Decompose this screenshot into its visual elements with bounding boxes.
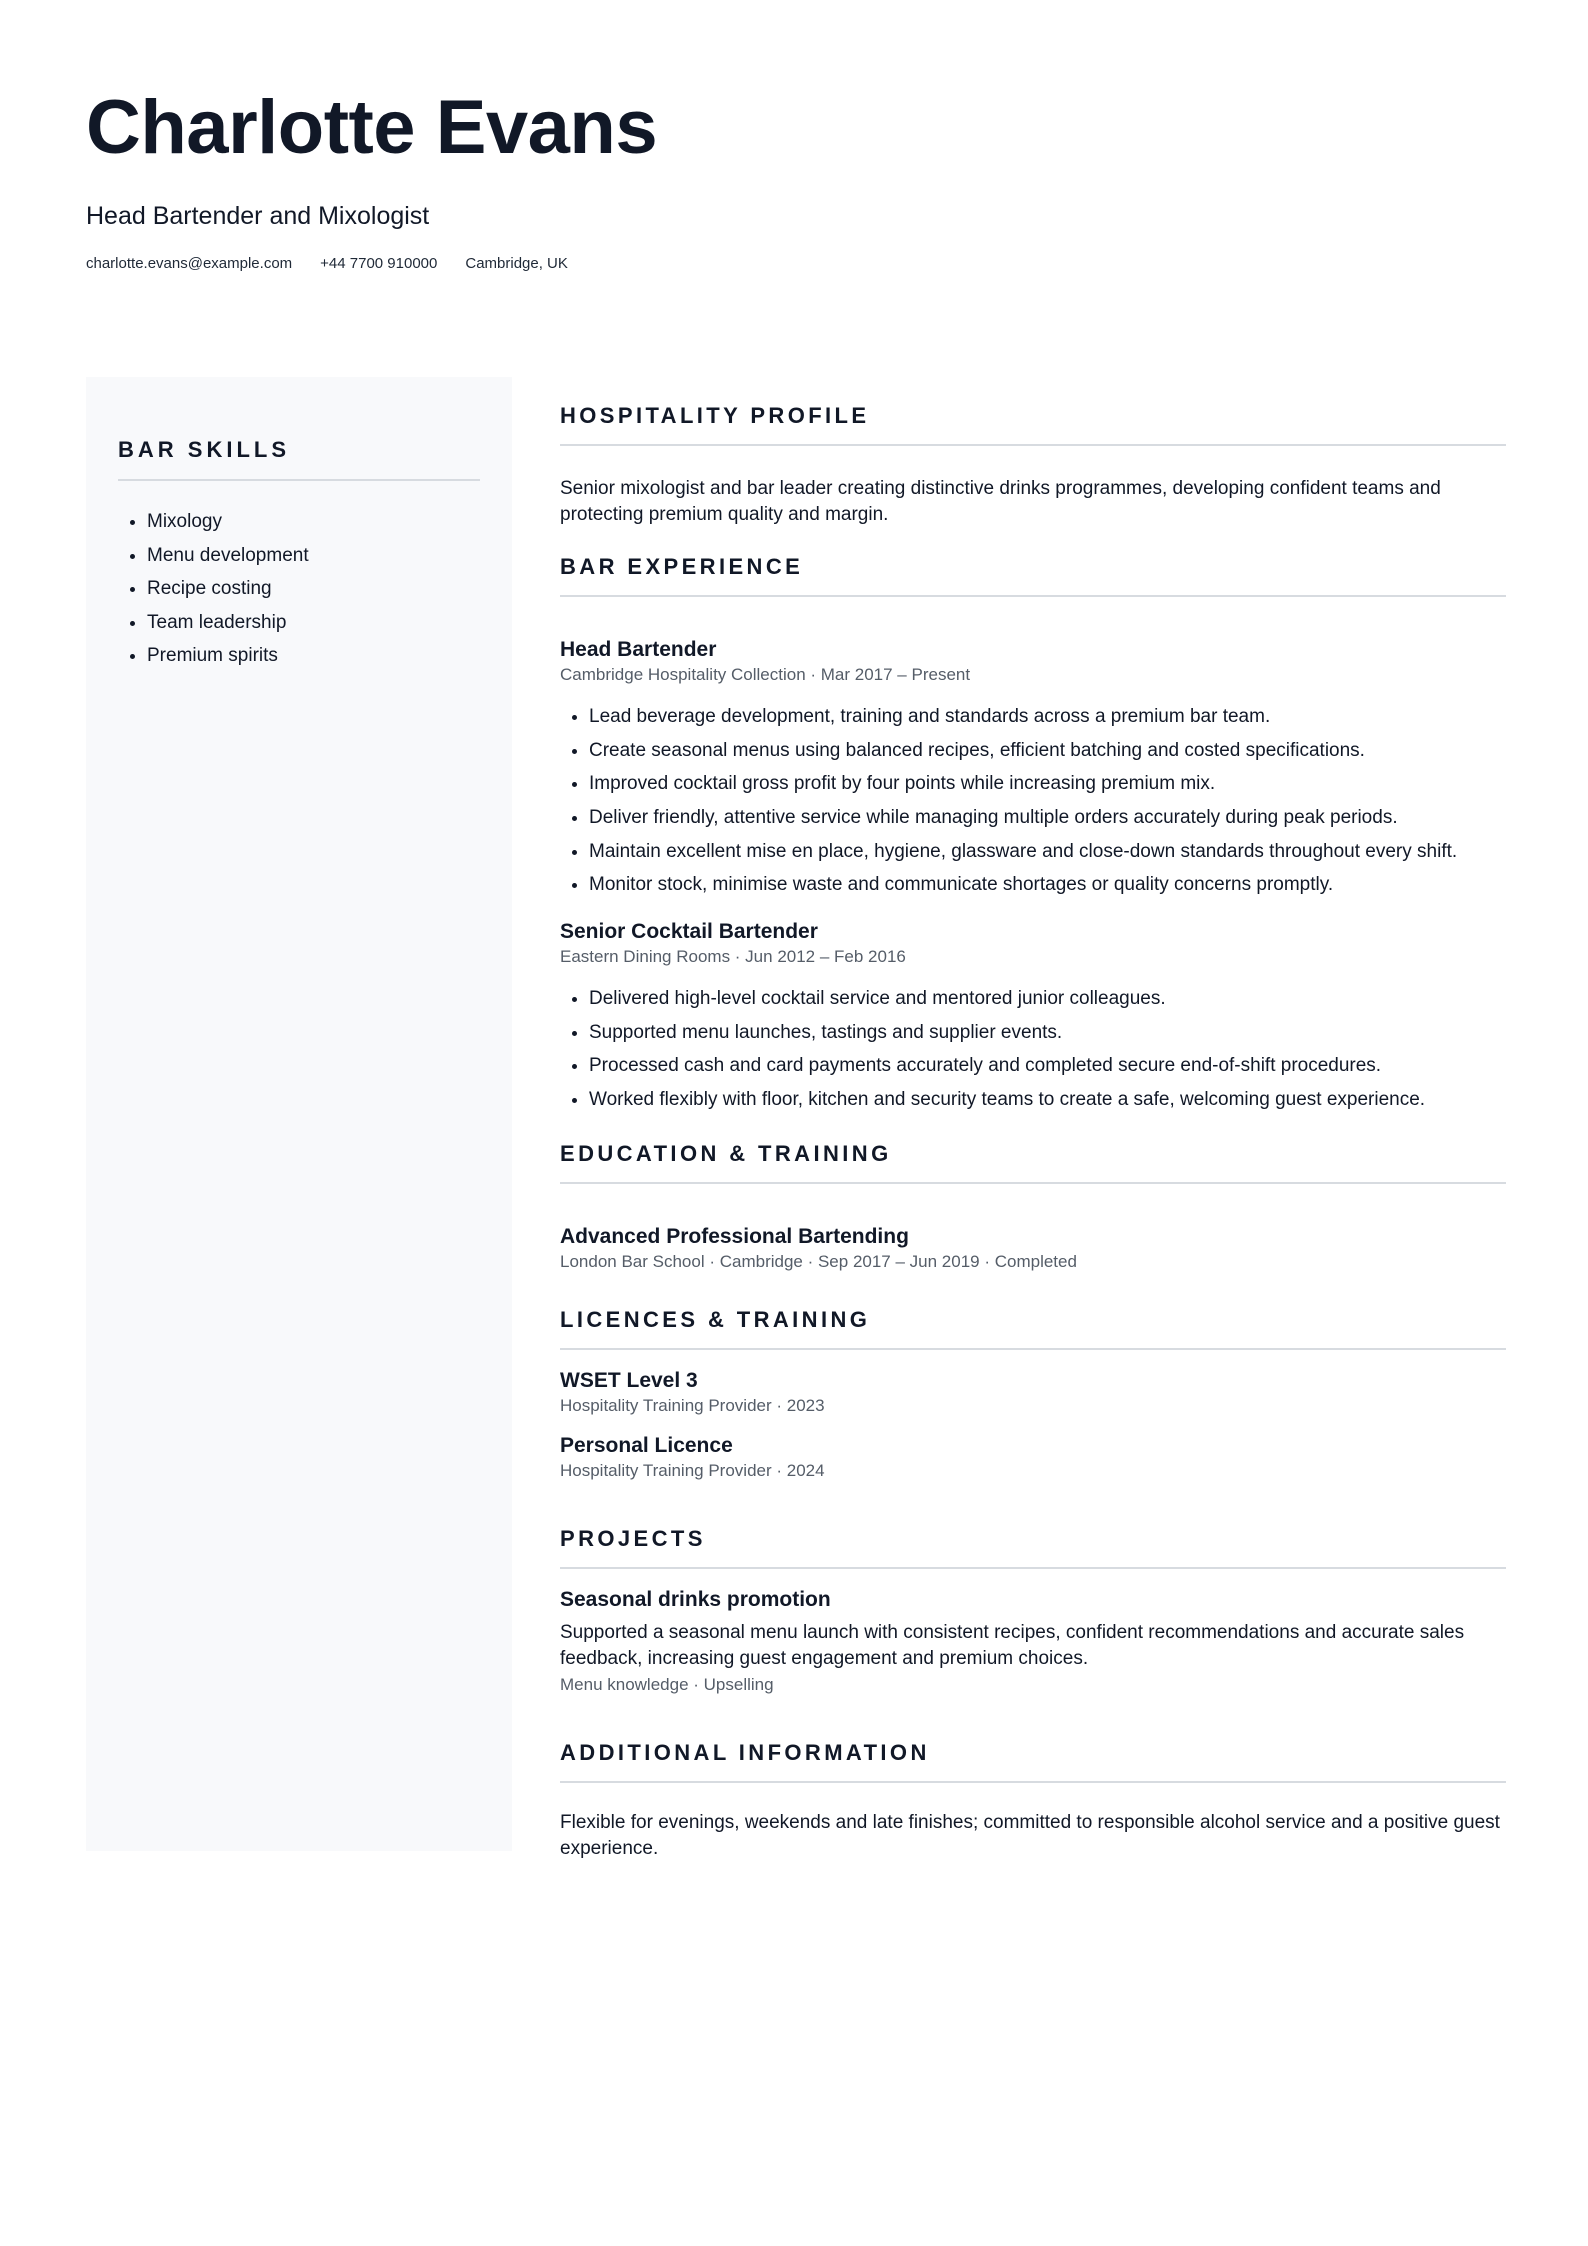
contact-row [86,255,1506,272]
skill-item: • Menu development [147,539,480,573]
job-meta: Cambridge Hospitality Collection · Mar 2017 – Present [560,665,971,685]
job-entry [560,637,1506,902]
additional-heading: ADDITIONAL INFORMATION [560,1740,1506,1783]
profile-text: Senior mixologist and bar leader creating distinctive drinks programmes, developing confident teams and protecting premium quality and margin. [560,478,1441,525]
experience-section [560,554,1506,1117]
licences-heading: LICENCES & TRAINING [560,1307,1506,1350]
job-bullet: • Supported menu launches, tastings and supplier events. [589,1016,1506,1050]
licence-entry [560,1433,1506,1482]
candidate-name: Charlotte Evans [86,85,658,170]
additional-text: Flexible for evenings, weekends and late finishes; committed to responsible alcohol service and a positive guest experience. [560,1811,1500,1859]
projects-section [560,1526,1506,1695]
education-heading: EDUCATION & TRAINING [560,1141,1506,1184]
licence-meta: Hospitality Training Provider · 2023 [560,1395,825,1415]
licence-title: WSET Level 3 [560,1368,698,1392]
job-title: Senior Cocktail Bartender [560,919,818,943]
skill-item: • Premium spirits [147,639,480,673]
licences-section [560,1307,1506,1483]
job-bullet: • Monitor stock, minimise waste and communicate shortages or quality concerns promptly. [589,868,1506,902]
job-meta: Eastern Dining Rooms · Jun 2012 – Feb 2016 [560,947,906,967]
education-meta: London Bar School · Cambridge · Sep 2017 – Jun 2019 · Completed [560,1251,1077,1271]
licence-entry [560,1368,1506,1417]
job-bullets [560,700,1506,902]
skills-sidebar [86,377,512,1851]
main-column [560,403,1506,1862]
skill-item: • Recipe costing [147,572,480,606]
contact-location: Cambridge, UK [465,255,568,272]
project-tags: Menu knowledge · Upselling [560,1674,774,1694]
job-bullet: • Lead beverage development, training and standards across a premium bar team. [589,700,1506,734]
contact-email: charlotte.evans@example.com [86,255,293,272]
skills-heading: BAR SKILLS [118,437,480,481]
job-bullet: • Processed cash and card payments accurately and completed secure end-of-shift procedures. [589,1049,1506,1083]
job-bullet: • Maintain excellent mise en place, hygiene, glassware and close-down standards throughout every shift. [589,835,1506,869]
profile-heading: HOSPITALITY PROFILE [560,403,1506,446]
profile-section [560,403,1506,528]
education-title: Advanced Professional Bartending [560,1224,909,1248]
job-bullets [560,982,1506,1116]
additional-section [560,1740,1506,1862]
project-entry [560,1587,1506,1695]
job-title: Head Bartender [560,638,717,661]
licence-meta: Hospitality Training Provider · 2024 [560,1461,825,1481]
candidate-title: Head Bartender and Mixologist [86,202,430,230]
projects-heading: PROJECTS [560,1526,1506,1569]
licence-title: Personal Licence [560,1434,733,1458]
job-bullet: • Improved cocktail gross profit by four points while increasing premium mix. [589,767,1506,801]
education-entry [560,1224,1506,1273]
job-entry [560,919,1506,1117]
education-section [560,1141,1506,1273]
experience-heading: BAR EXPERIENCE [560,554,1506,597]
job-bullet: • Delivered high-level cocktail service and mentored junior colleagues. [589,982,1506,1016]
skill-item: • Team leadership [147,606,480,640]
resume-header [86,85,1506,272]
project-description: Supported a seasonal menu launch with consistent recipes, confident recommendations and accurate sales feedback, increasing guest engagement and premium choices. [560,1621,1465,1669]
skills-list [118,505,480,673]
job-bullet: • Worked flexibly with floor, kitchen and security teams to create a safe, welcoming guest experience. [589,1083,1506,1117]
job-bullet: • Deliver friendly, attentive service while managing multiple orders accurately during peak periods. [589,801,1506,835]
contact-phone: +44 7700 910000 [320,255,438,272]
project-title: Seasonal drinks promotion [560,1588,831,1612]
skill-item: • Mixology [147,505,480,539]
job-bullet: • Create seasonal menus using balanced recipes, efficient batching and costed specifications. [589,734,1506,768]
